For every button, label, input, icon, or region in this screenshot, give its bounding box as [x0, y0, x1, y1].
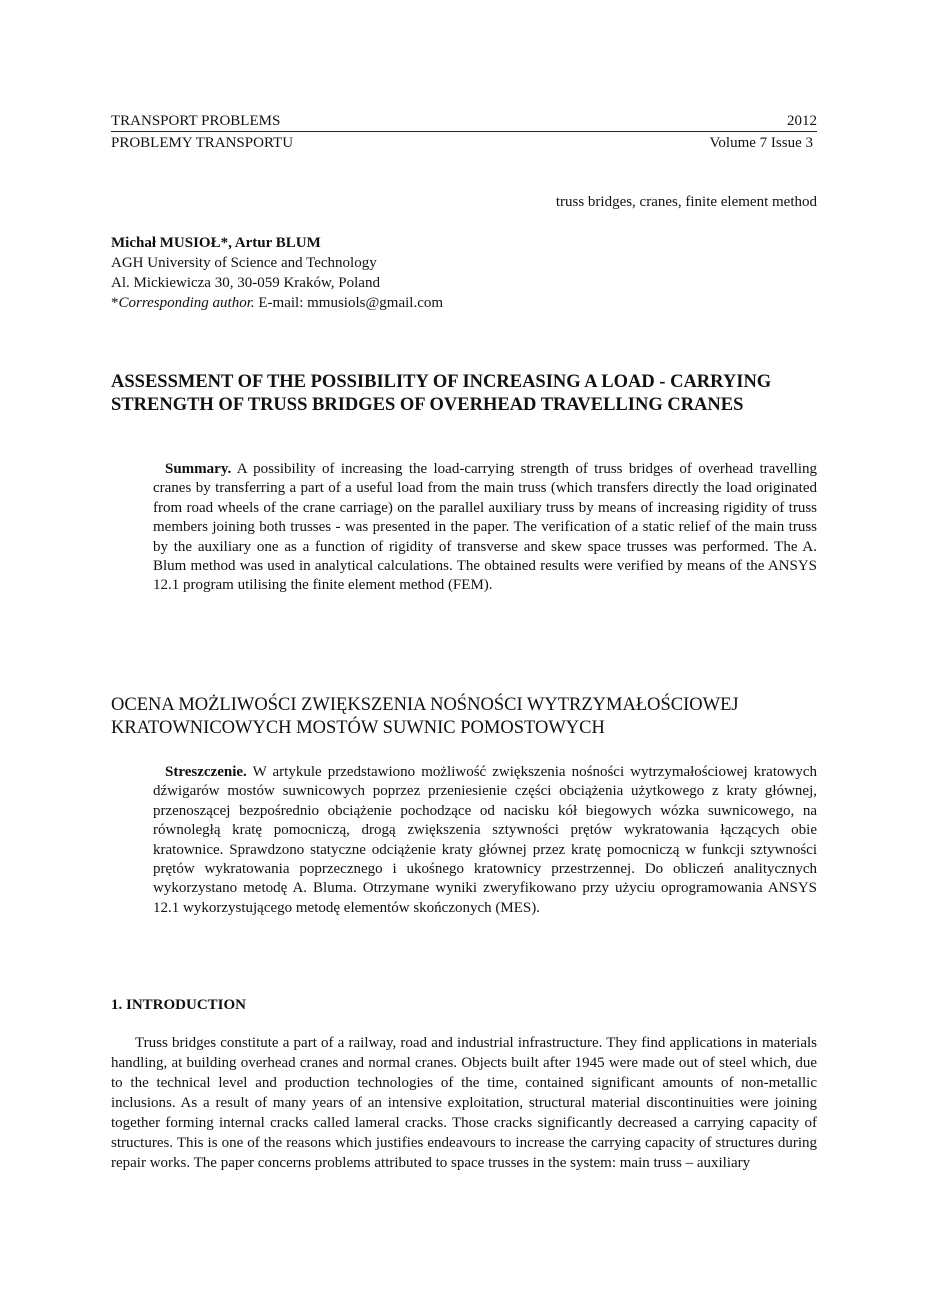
journal-year: 2012 — [787, 113, 817, 129]
author-address: Al. Mickiewicza 30, 30-059 Kraków, Poland — [111, 275, 380, 291]
author-block — [111, 233, 443, 313]
section-heading-introduction: 1. INTRODUCTION — [111, 997, 247, 1013]
corresponding-label: Corresponding author. — [118, 295, 255, 311]
introduction-paragraph: Truss bridges constitute a part of a railway, road and industrial infrastructure. They find applications in materials handling, at building overhead cranes and normal cranes. Objects built after 1945 were made out of steel which, due to the technical level and production technologies of the time, contained significant amounts of non-metallic inclusions. As a result of many years of an intensive exploitation, structural material discontinuities were joining together forming internal cracks called lameral cracks. Those cracks significantly decreased a carrying capacity of structures. This is one of the reasons which justifies endeavours to increase the carrying capacity of structures during repair works. The paper concerns problems attributed to space trusses in the system: main truss – auxiliary — [111, 1035, 817, 1171]
abstract-pl — [153, 763, 817, 918]
paper-title-en: ASSESSMENT OF THE POSSIBILITY OF INCREASING A LOAD - CARRYING STRENGTH OF TRUSS BRIDGES OF OVERHEAD TRAVELLING CRANES — [111, 372, 772, 415]
author-affiliation: AGH University of Science and Technology — [111, 255, 377, 271]
volume-issue: Volume 7 Issue 3 — [709, 135, 813, 151]
header-rule — [111, 131, 817, 132]
summary-text: A possibility of increasing the load-carrying strength of truss bridges of overhead travelling cranes by transferring a part of a useful load from the main truss (which transfers directly the load originated from road wheels of the crane carriage) on the parallel auxiliary truss by means of increasing rigidity of truss members joining both trusses - was presented in the paper. The verification of a static relief of the main truss by the auxiliary one as a function of rigidity of transverse and skew space trusses was performed. The A. Blum method was used in analytical calculations. The obtained results were verified by means of the ANSYS 12.1 program utilising the finite element method (FEM). — [153, 461, 817, 594]
summary-label: Summary. — [165, 461, 232, 477]
abstract-en — [153, 460, 817, 596]
corresponding-author — [111, 293, 443, 313]
corresponding-marker: * — [111, 295, 119, 311]
streszczenie-text: W artykule przedstawiono możliwość zwiększenia nośności wytrzymałościowej kratowych dźwigarów mostów suwnicowych poprzez przeniesienie części obciążenia użytkowego z kraty głównej, przenoszącej bezpośrednio obciążenie pochodzące od nacisku kół biegowych wózka suwnicowego, na równoległą kratę pomocniczą, drogą zwiększenia sztywności prętów wykratowania łączących obie kratownice. Sprawdzono statyczne odciążenie kraty głównej przez kratę pomocniczą w funkcji sztywności prętów wykratowania poprzecznego i ukośnego kratownicy przestrzennej. Do obliczeń analitycznych wykorzystano metodę A. Bluma. Otrzymane wyniki zweryfikowano przy użyciu oprogramowania ANSYS 12.1 wykorzystującego metodę elementów skończonych (MES). — [153, 764, 817, 916]
author-email: E-mail: mmusiols@gmail.com — [254, 295, 444, 311]
paper-title-pl: OCENA MOŻLIWOŚCI ZWIĘKSZENIA NOŚNOŚCI WYTRZYMAŁOŚCIOWEJ KRATOWNICOWYCH MOSTÓW SUWNIC POMOSTOWYCH — [111, 695, 739, 738]
keywords: truss bridges, cranes, finite element method — [555, 194, 817, 210]
author-names: Michał MUSIOŁ*, Artur BLUM — [111, 235, 321, 251]
journal-name-pl: PROBLEMY TRANSPORTU — [111, 135, 294, 151]
streszczenie-label: Streszczenie. — [165, 764, 247, 780]
journal-name-en: TRANSPORT PROBLEMS — [111, 113, 281, 129]
